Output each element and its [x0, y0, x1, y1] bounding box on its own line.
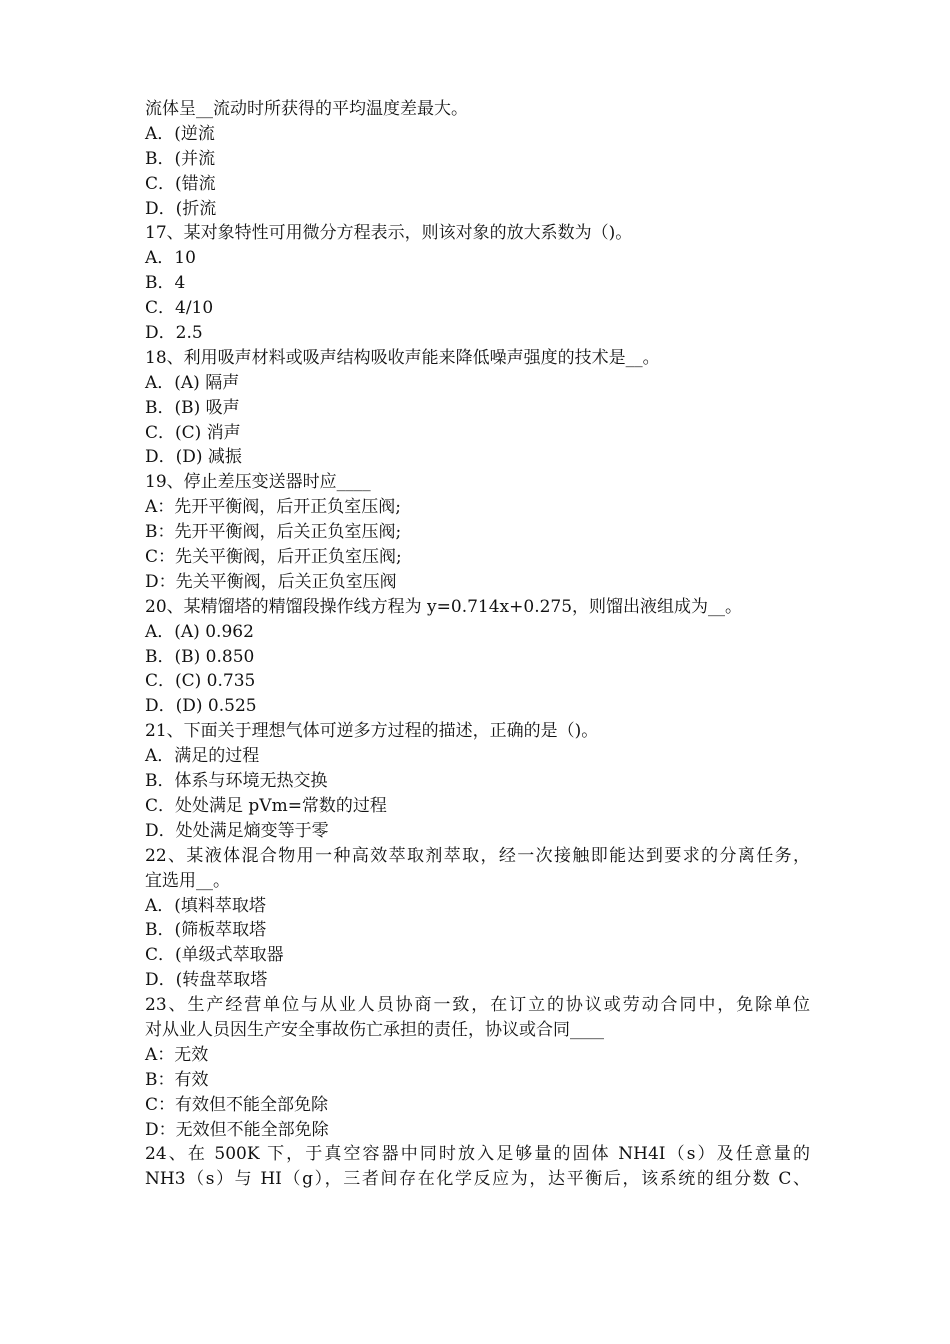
question-20: 20、某精馏塔的精馏段操作线方程为 y=0.714x+0.275，则馏出液组成为__。 — [145, 596, 743, 617]
option-a: A：先开平衡阀，后开正负室压阀; — [145, 497, 402, 518]
option-d: D．处处满足熵变等于零 — [145, 820, 329, 841]
option-a: A．满足的过程 — [145, 746, 260, 767]
option-d: D．(转盘萃取塔 — [145, 970, 268, 991]
option-d: D：先关平衡阀，后关正负室压阀 — [145, 571, 397, 592]
question-23-continuation: 对从业人员因生产安全事故伤亡承担的责任，协议或合同____ — [145, 1019, 604, 1040]
document-body — [145, 97, 810, 1192]
option-d: D．2.5 — [145, 323, 203, 344]
option-c: C．(C) 消声 — [145, 422, 241, 443]
option-a: A．10 — [145, 248, 196, 269]
question-24-continuation: NH3（s）与 HI（g），三者间存在化学反应为，达平衡后，该系统的组分数 C、 — [145, 1169, 810, 1190]
option-c: C．(C) 0.735 — [145, 671, 256, 692]
question-21: 21、下面关于理想气体可逆多方过程的描述，正确的是（)。 — [145, 721, 599, 742]
option-a: A．(逆流 — [145, 123, 215, 144]
option-d: D．(D) 0.525 — [145, 696, 257, 717]
option-c: C．(单级式萃取器 — [145, 945, 284, 966]
option-d: D：无效但不能全部免除 — [145, 1119, 329, 1140]
option-a: A．(填料萃取塔 — [145, 895, 266, 916]
option-b: B：先开平衡阀，后关正负室压阀; — [145, 522, 402, 543]
question-24: 24、在 500K 下，于真空容器中同时放入足够量的固体 NH4I（s）及任意量的 — [145, 1144, 810, 1165]
option-b: B：有效 — [145, 1069, 209, 1090]
option-d: D．(D) 减振 — [145, 447, 242, 468]
option-b: B．(B) 0.850 — [145, 646, 255, 667]
question-19: 19、停止差压变送器时应____ — [145, 472, 371, 493]
option-b: B．4 — [145, 273, 186, 294]
option-a: A．(A) 0.962 — [145, 621, 254, 642]
option-c: C：先关平衡阀，后开正负室压阀; — [145, 547, 402, 568]
option-d: D．(折流 — [145, 198, 217, 219]
option-c: C：有效但不能全部免除 — [145, 1094, 329, 1115]
option-c: C．4/10 — [145, 298, 214, 319]
option-b: B．(B) 吸声 — [145, 397, 240, 418]
option-b: B．(筛板萃取塔 — [145, 920, 267, 941]
option-b: B．体系与环境无热交换 — [145, 771, 328, 792]
option-a: A：无效 — [145, 1044, 209, 1065]
question-22: 22、某液体混合物用一种高效萃取剂萃取，经一次接触即能达到要求的分离任务， — [145, 845, 810, 866]
option-c: C．处处满足 pVm=常数的过程 — [145, 795, 387, 816]
question-17: 17、某对象特性可用微分方程表示，则该对象的放大系数为（)。 — [145, 223, 633, 244]
question-23: 23、生产经营单位与从业人员协商一致，在订立的协议或劳动合同中，免除单位 — [145, 995, 810, 1016]
question-22-continuation: 宜选用__。 — [145, 870, 230, 891]
option-c: C．(错流 — [145, 173, 216, 194]
option-b: B．(并流 — [145, 148, 216, 169]
question-18: 18、利用吸声材料或吸声结构吸收声能来降低噪声强度的技术是__。 — [145, 347, 660, 368]
option-a: A．(A) 隔声 — [145, 372, 240, 393]
question-16-continuation: 流体呈__流动时所获得的平均温度差最大。 — [145, 99, 468, 119]
